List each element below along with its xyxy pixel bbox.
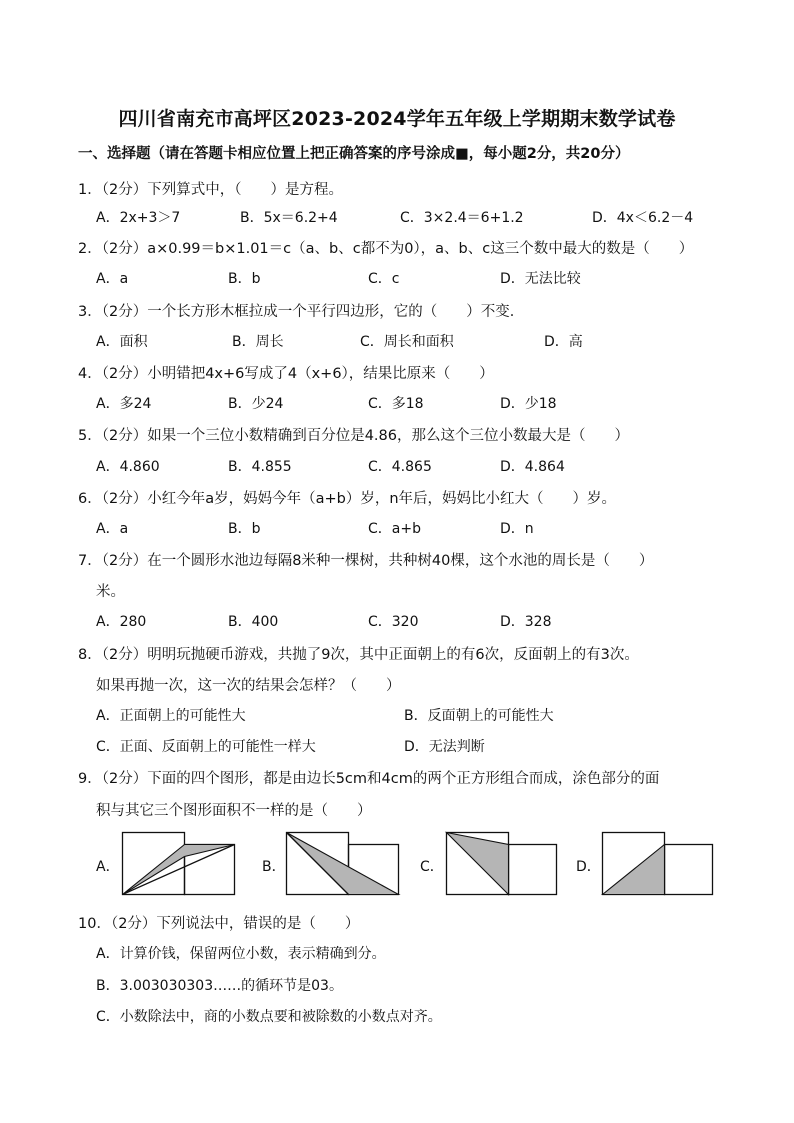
q2-option-c[interactable]: C．c [368,271,400,287]
question-5: 5．（2分）如果一个三位小数精确到百分位是4.86，那么这个三位小数最大是（ ） [78,428,629,444]
q3-option-c[interactable]: C．周长和面积 [360,334,454,350]
q8-option-d[interactable]: D．无法判断 [404,739,485,755]
q6-option-c[interactable]: C．a+b [368,521,421,537]
shaded-region [603,845,665,895]
q1-option-d[interactable]: D．4x＜6.2－4 [592,210,694,226]
question-9-continued: 积与其它三个图形面积不一样的是（ ） [96,803,372,819]
q9-figure-b[interactable] [286,832,416,896]
q9-option-a-label[interactable]: A． [96,859,120,875]
q2-option-b[interactable]: B．b [228,271,261,287]
page-title: 四川省南充市高坪区2023-2024学年五年级上学期期末数学试卷 [118,108,676,130]
q9-option-d-label[interactable]: D． [576,859,601,875]
q2-option-a[interactable]: A．a [96,271,129,287]
q9-figure-a[interactable] [122,832,262,896]
question-7-continued: 米。 [96,584,125,600]
q9-option-c-label[interactable]: C． [420,859,444,875]
q10-option-b[interactable]: B．3.003030303……的循环节是03。 [96,978,343,994]
q2-option-d[interactable]: D．无法比较 [500,271,581,287]
q8-option-b[interactable]: B．反面朝上的可能性大 [404,708,554,724]
q5-option-a[interactable]: A．4.860 [96,459,160,475]
q1-option-a[interactable]: A．2x+3＞7 [96,210,181,226]
shaded-region [287,833,399,895]
large-square [123,833,185,895]
q10-option-a[interactable]: A．计算价钱，保留两位小数，表示精确到分。 [96,946,386,962]
question-2: 2．（2分）a×0.99＝b×1.01＝c（a、b、c都不为0），a、b、c这三个数中最大的数是（ ） [78,241,694,257]
question-1: 1．（2分）下列算式中，（ ）是方程。 [78,182,343,198]
q4-option-c[interactable]: C．多18 [368,396,424,412]
question-10: 10．（2分）下列说法中，错误的是（ ） [78,916,360,932]
shaded-region [447,833,509,895]
q5-option-d[interactable]: D．4.864 [500,459,565,475]
small-square [665,845,713,895]
q8-option-a[interactable]: A．正面朝上的可能性大 [96,708,246,724]
q4-option-d[interactable]: D．少18 [500,396,557,412]
q6-option-b[interactable]: B．b [228,521,261,537]
q9-figure-c[interactable] [446,832,576,896]
q3-option-d[interactable]: D．高 [544,334,583,350]
question-8: 8．（2分）明明玩抛硬币游戏，共抛了9次，其中正面朝上的有6次，反面朝上的有3次。 [78,647,639,663]
q9-figure-d[interactable] [602,832,732,896]
q7-option-c[interactable]: C．320 [368,614,419,630]
q6-option-a[interactable]: A．a [96,521,129,537]
small-square [509,845,557,895]
section-heading: 一、选择题（请在答题卡相应位置上把正确答案的序号涂成■，每小题2分，共20分） [78,146,630,162]
q7-option-b[interactable]: B．400 [228,614,279,630]
q5-option-b[interactable]: B．4.855 [228,459,292,475]
question-7: 7．（2分）在一个圆形水池边每隔8米种一棵树，共种树40棵，这个水池的周长是（ ） [78,553,654,569]
question-4: 4．（2分）小明错把4x+6写成了4（x+6），结果比原来（ ） [78,366,494,382]
q9-option-b-label[interactable]: B． [262,859,286,875]
question-9: 9．（2分）下面的四个图形，都是由边长5cm和4cm的两个正方形组合而成，涂色部分的面 [78,771,660,787]
question-3: 3．（2分）一个长方形木框拉成一个平行四边形，它的（ ）不变． [78,304,525,320]
q8-option-c[interactable]: C．正面、反面朝上的可能性一样大 [96,739,316,755]
q10-option-c[interactable]: C．小数除法中，商的小数点要和被除数的小数点对齐。 [96,1009,442,1025]
question-6: 6．（2分）小红今年a岁，妈妈今年（a+b）岁，n年后，妈妈比小红大（ ）岁。 [78,491,617,507]
q1-option-c[interactable]: C．3×2.4＝6+1.2 [400,210,524,226]
q4-option-b[interactable]: B．少24 [228,396,284,412]
q1-option-b[interactable]: B．5x＝6.2+4 [240,210,338,226]
q4-option-a[interactable]: A．多24 [96,396,152,412]
q7-option-a[interactable]: A．280 [96,614,147,630]
q3-option-b[interactable]: B．周长 [232,334,284,350]
q6-option-d[interactable]: D．n [500,521,534,537]
q5-option-c[interactable]: C．4.865 [368,459,432,475]
q7-option-d[interactable]: D．328 [500,614,552,630]
q3-option-a[interactable]: A．面积 [96,334,148,350]
question-8-continued: 如果再抛一次，这一次的结果会怎样？（ ） [96,678,401,694]
